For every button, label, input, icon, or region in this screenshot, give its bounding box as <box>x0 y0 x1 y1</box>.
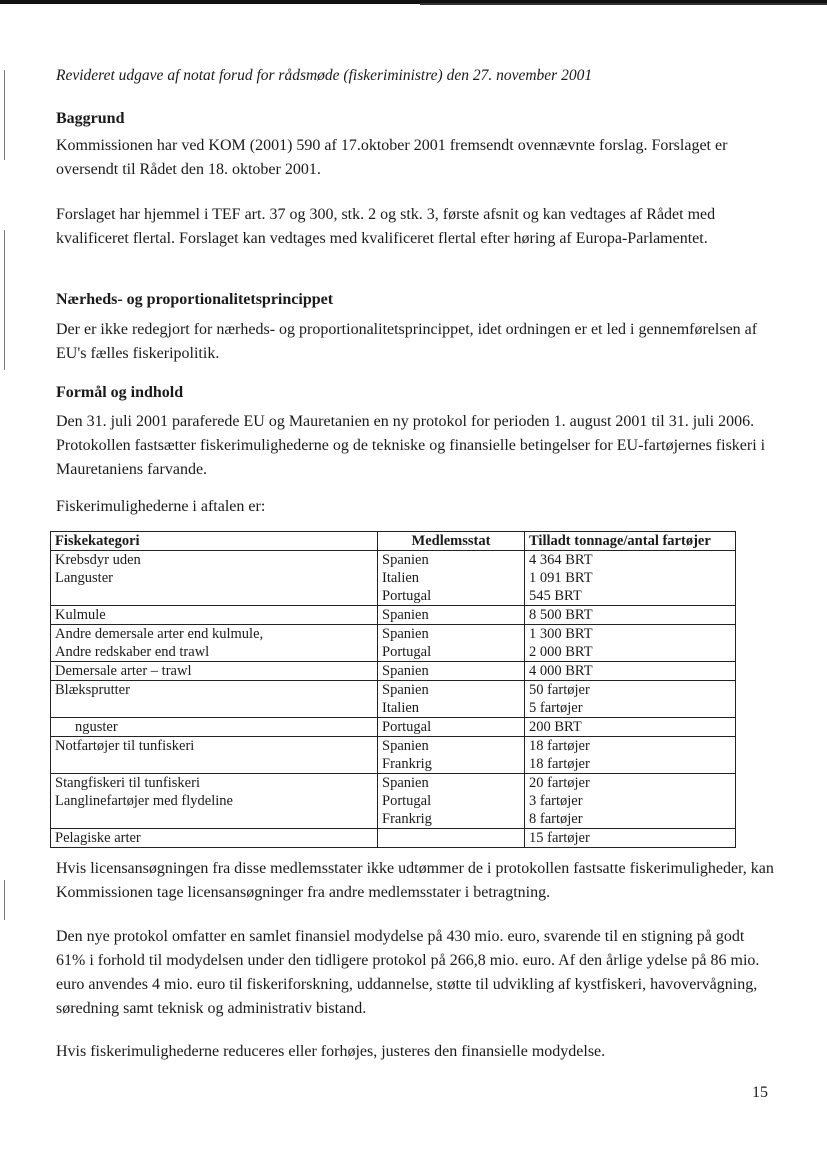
table-row <box>51 625 736 644</box>
cell-category: Blæksprutter <box>51 681 378 700</box>
scan-margin-mark <box>4 230 5 370</box>
header-tonnage: Tilladt tonnage/antal fartøjer <box>525 532 736 551</box>
table-row <box>51 755 736 774</box>
cell-member-state: Spanien <box>378 737 525 756</box>
cell-category <box>51 755 378 774</box>
table-row <box>51 774 736 793</box>
cell-member-state: Frankrig <box>378 755 525 774</box>
cell-allowance: 3 fartøjer <box>525 792 736 810</box>
paragraph-naerhed-1: Der er ikke redegjort for nærheds- og proportionalitetsprincippet, idet ordningen er et led i gennemførelsen af EU's fælles fiskeripolitik. <box>56 321 758 362</box>
cell-member-state: Italien <box>378 699 525 718</box>
cell-category: Pelagiske arter <box>51 829 378 848</box>
cell-member-state: Portugal <box>378 643 525 662</box>
cell-member-state: Spanien <box>378 681 525 700</box>
cell-member-state: Spanien <box>378 662 525 681</box>
cell-allowance: 20 fartøjer <box>525 774 736 793</box>
cell-allowance: 5 fartøjer <box>525 699 736 718</box>
table-row <box>51 792 736 810</box>
heading-formaal: Formål og indhold <box>56 384 184 401</box>
header-fiskekategori: Fiskekategori <box>51 532 378 551</box>
cell-category: Krebsdyr uden <box>51 551 378 570</box>
table-row <box>51 718 736 737</box>
table-row <box>51 606 736 625</box>
heading-baggrund: Baggrund <box>56 110 125 127</box>
cell-member-state: Spanien <box>378 606 525 625</box>
cell-member-state: Spanien <box>378 551 525 570</box>
cell-allowance: 4 364 BRT <box>525 551 736 570</box>
table-row <box>51 681 736 700</box>
table-row <box>51 587 736 606</box>
cell-allowance: 2 000 BRT <box>525 643 736 662</box>
table-intro: Fiskerimulighederne i aftalen er: <box>56 498 266 515</box>
cell-member-state: Spanien <box>378 774 525 793</box>
cell-allowance: 8 fartøjer <box>525 810 736 829</box>
cell-member-state: Spanien <box>378 625 525 644</box>
cell-allowance: 15 fartøjer <box>525 829 736 848</box>
table-row <box>51 810 736 829</box>
fishing-opportunities-table <box>50 531 736 848</box>
page-number: 15 <box>752 1084 768 1101</box>
table-header-row <box>51 532 736 551</box>
cell-member-state: Italien <box>378 569 525 587</box>
cell-allowance: 1 091 BRT <box>525 569 736 587</box>
cell-category: Demersale arter – trawl <box>51 662 378 681</box>
paragraph-after-table-3: Hvis fiskerimulighederne reduceres eller forhøjes, justeres den finansielle modydelse. <box>56 1043 606 1060</box>
paragraph-after-table-1: Hvis licensansøgningen fra disse medlemsstater ikke udtømmer de i protokollen fastsatte fiskerimuligheder, kan Kommissionen tage licensansøgninger fra andre medlemsstater i betragtning. <box>56 860 774 901</box>
table-row <box>51 662 736 681</box>
cell-category: Languster <box>51 569 378 587</box>
cell-category <box>51 699 378 718</box>
cell-allowance: 1 300 BRT <box>525 625 736 644</box>
cell-member-state: Portugal <box>378 792 525 810</box>
cell-member-state: Portugal <box>378 718 525 737</box>
cell-member-state: Portugal <box>378 587 525 606</box>
cell-category: Stangfiskeri til tunfiskeri <box>51 774 378 793</box>
cell-allowance: 4 000 BRT <box>525 662 736 681</box>
paragraph-after-table-2: Den nye protokol omfatter en samlet finansiel modydelse på 430 mio. euro, svarende til en stigning på godt 61% i forhold til modydelsen under den tidligere protokol på 266,8 mio. euro. Af den årlige ydelse på 86 mio. euro anvendes 4 mio. euro til fiskeriforskning, uddannelse, støtte til udvikling af kystfiskeri, havovervågning, søredning samt teknisk og administrativ bistand. <box>56 928 760 1017</box>
cell-category <box>51 587 378 606</box>
cell-allowance: 545 BRT <box>525 587 736 606</box>
cell-category: Kulmule <box>51 606 378 625</box>
table-row <box>51 569 736 587</box>
table-row <box>51 737 736 756</box>
cell-category: Andre redskaber end trawl <box>51 643 378 662</box>
cell-allowance: 50 fartøjer <box>525 681 736 700</box>
table-row <box>51 699 736 718</box>
paragraph-formaal-1: Den 31. juli 2001 paraferede EU og Mauretanien en ny protokol for perioden 1. august 2001 til 31. juli 2006. Protokollen fastsætter fiskerimulighederne og de tekniske og finansielle betingelser for EU-fartøjernes fiskeri i Mauretaniens farvande. <box>56 413 766 478</box>
cell-member-state <box>378 829 525 848</box>
heading-naerhed: Nærheds- og proportionalitetsprincippet <box>56 291 334 308</box>
cell-allowance: 18 fartøjer <box>525 737 736 756</box>
cell-category: Langlinefartøjer med flydeline <box>51 792 378 810</box>
table-row <box>51 829 736 848</box>
cell-category: Notfartøjer til tunfiskeri <box>51 737 378 756</box>
cell-allowance: 18 fartøjer <box>525 755 736 774</box>
cell-category: nguster <box>51 718 378 737</box>
scan-margin-mark <box>4 70 5 160</box>
document-header: Revideret udgave af notat forud for rådsmøde (fiskeriministre) den 27. november 2001 <box>56 67 593 84</box>
cell-allowance: 8 500 BRT <box>525 606 736 625</box>
table-row <box>51 551 736 570</box>
table-row <box>51 643 736 662</box>
cell-category: Andre demersale arter end kulmule, <box>51 625 378 644</box>
cell-member-state: Frankrig <box>378 810 525 829</box>
scan-top-edge-shadow <box>420 3 827 5</box>
scan-margin-mark <box>4 880 5 920</box>
paragraph-baggrund-1: Kommissionen har ved KOM (2001) 590 af 17.oktober 2001 fremsendt ovennævnte forslag. Forslaget er oversendt til Rådet den 18. oktober 2001. <box>56 137 728 178</box>
cell-category <box>51 810 378 829</box>
paragraph-baggrund-2: Forslaget har hjemmel i TEF art. 37 og 300, stk. 2 og stk. 3, første afsnit og kan vedtages af Rådet med kvalificeret flertal. Forslaget kan vedtages med kvalificeret flertal efter høring af Europa-Parlamentet. <box>56 206 716 247</box>
header-medlemsstat: Medlemsstat <box>378 532 525 551</box>
cell-allowance: 200 BRT <box>525 718 736 737</box>
